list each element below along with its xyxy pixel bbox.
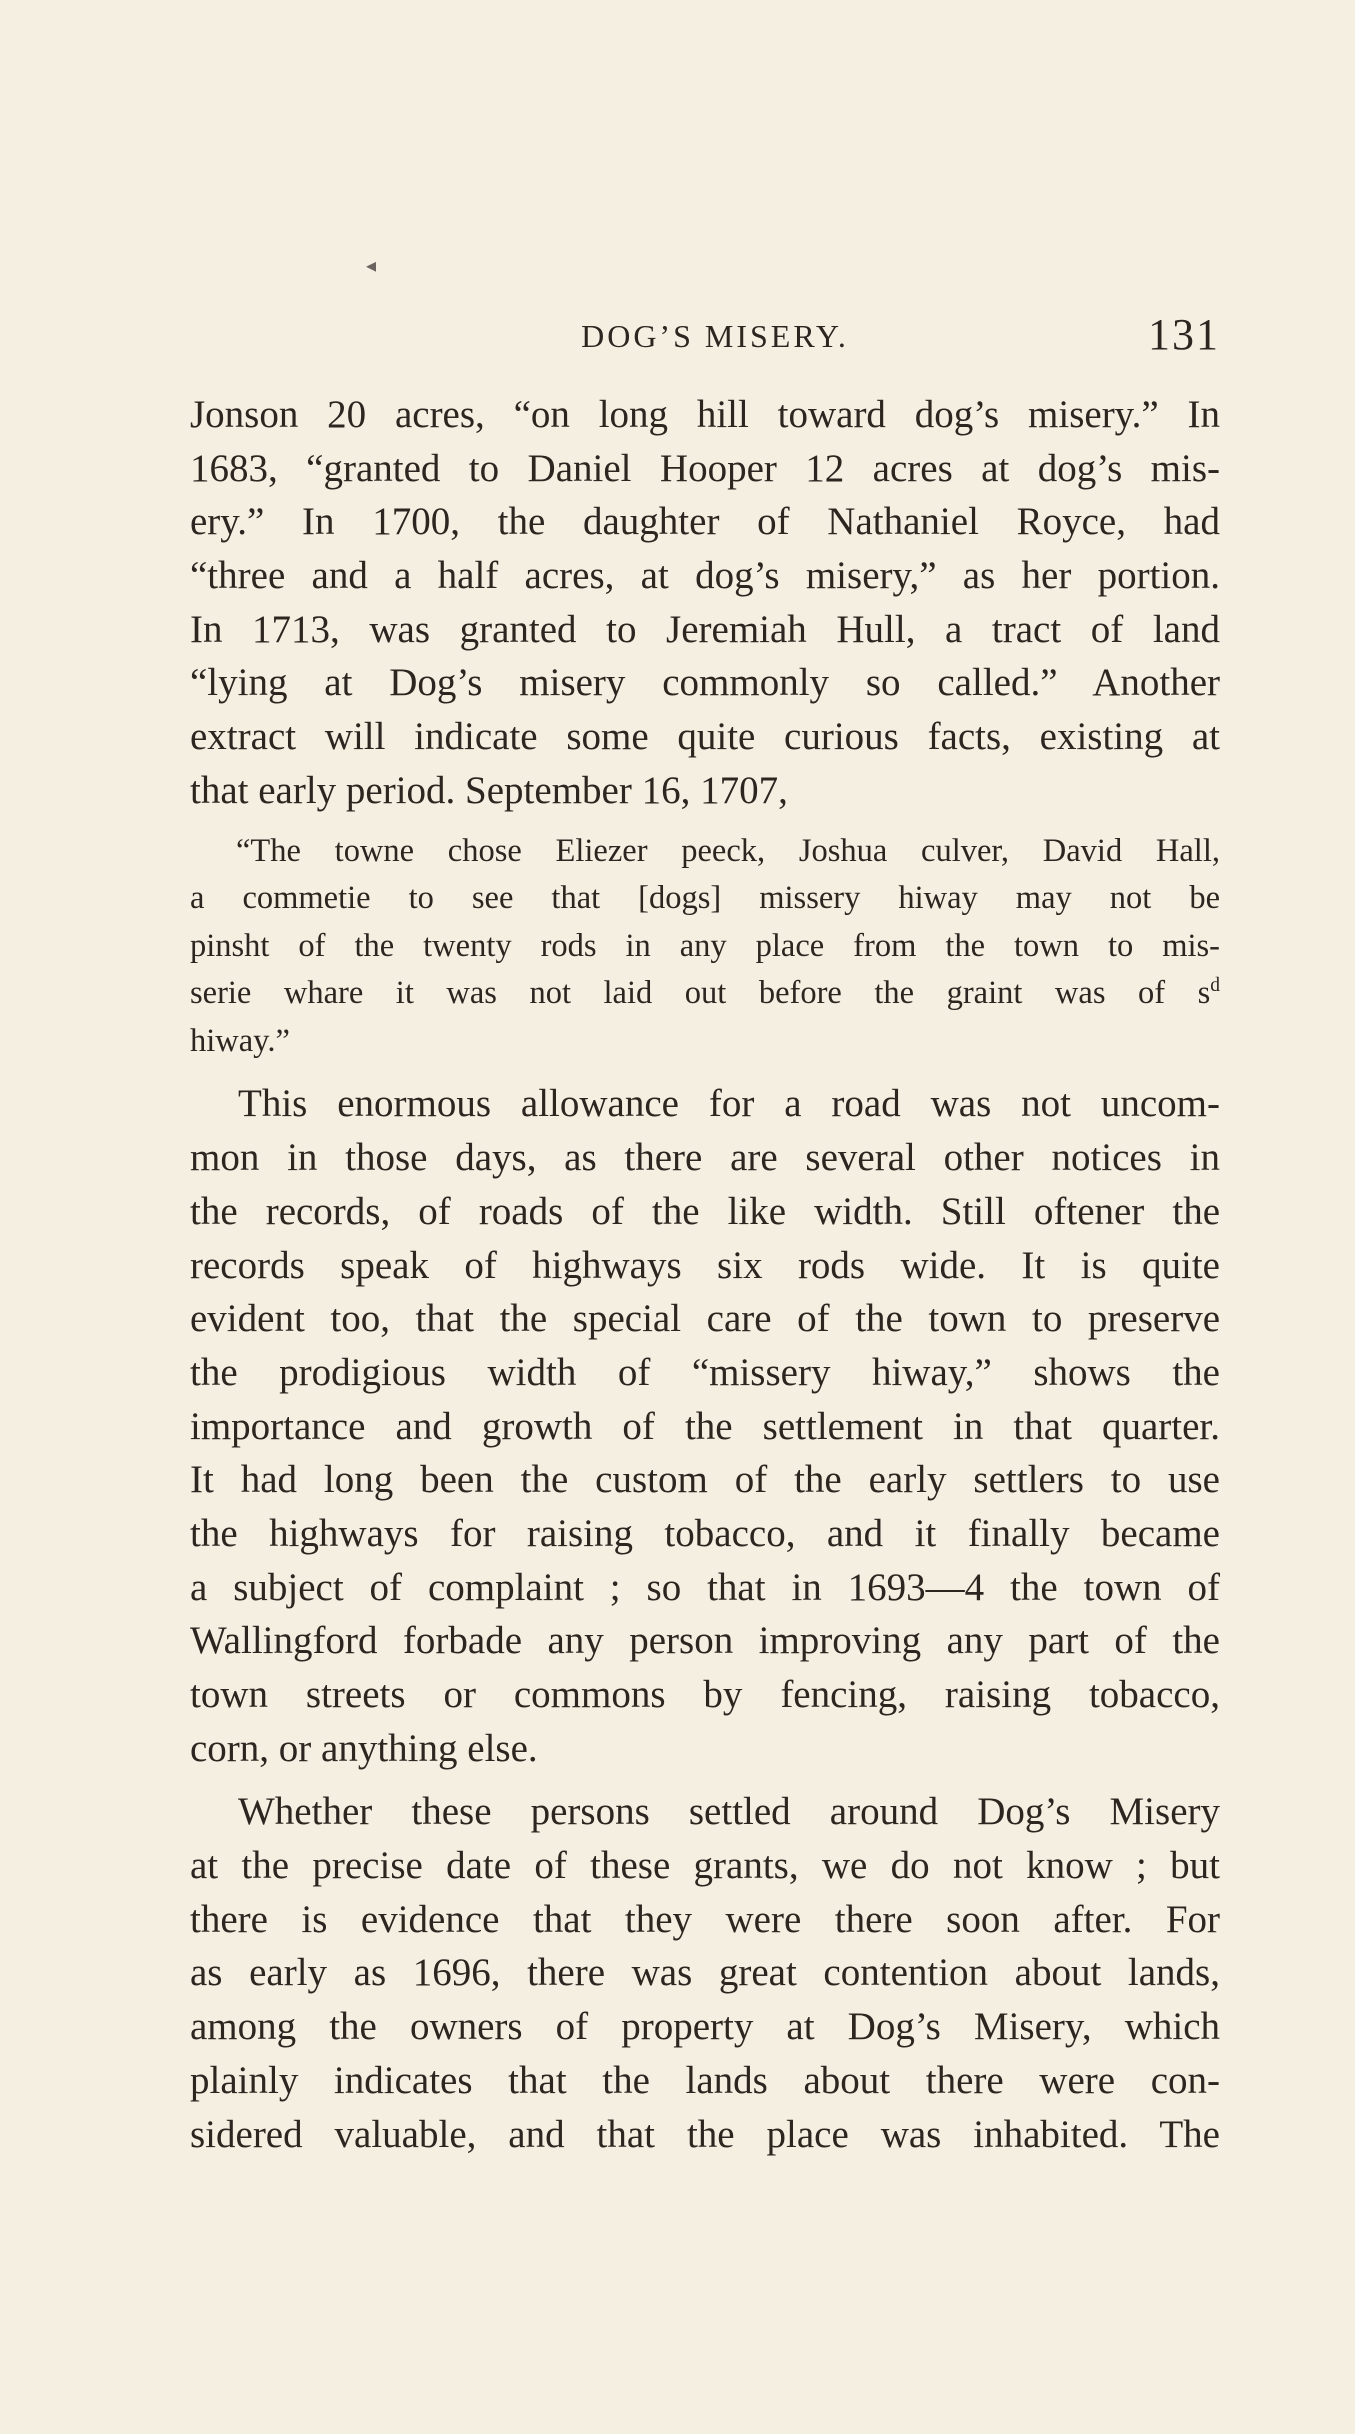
text-line: the records, of roads of the like width. Still oftener the [190, 1189, 1220, 1233]
text-line: plainly indicates that the lands about there were con- [190, 2058, 1220, 2102]
quote-line: a commetie to see that [dogs] missery hiway may not be [190, 880, 1220, 917]
quote-line: hiway.” [190, 1022, 290, 1059]
text-line: among the owners of property at Dog’s Misery, which [190, 2005, 1220, 2049]
text-line: “three and a half acres, at dog’s misery,” as her portion. [190, 554, 1220, 598]
text-line: corn, or anything else. [190, 1726, 538, 1770]
text-line: evident too, that the special care of the town to preserve [190, 1297, 1220, 1341]
text-line: Jonson 20 acres, “on long hill toward dog’s misery.” In [190, 393, 1220, 436]
text-line: Whether these persons settled around Dog’s Misery [238, 1790, 1220, 1834]
quote-line [190, 970, 1220, 1018]
running-head [190, 302, 1220, 368]
superscript-d: d [1210, 975, 1220, 997]
text-line: there is evidence that they were there soon after. For [190, 1897, 1220, 1941]
text-line: Wallingford forbade any person improving any part of the [190, 1619, 1220, 1663]
text-line: In 1713, was granted to Jeremiah Hull, a tract of land [190, 607, 1220, 651]
running-title: DOG’S MISERY. [581, 318, 849, 354]
quote-line-text: serie whare it was not laid out before the graint was of s [190, 975, 1211, 1012]
printer-mark: ◂ [366, 255, 377, 277]
text-line: ery.” In 1700, the daughter of Nathaniel Royce, had [190, 500, 1220, 544]
text-line: a subject of complaint ; so that in 1693—4 the town of [190, 1565, 1220, 1609]
text-line: mon in those days, as there are several other notices in [190, 1136, 1220, 1180]
text-line: importance and growth of the settlement in that quarter. [190, 1404, 1220, 1448]
paragraph-1 [190, 388, 1220, 818]
body-text [190, 388, 1220, 2171]
block-quotation [190, 828, 1220, 1066]
text-line: extract will indicate some quite curious facts, existing at [190, 715, 1220, 759]
text-line: It had long been the custom of the early settlers to use [190, 1458, 1220, 1502]
text-line: the prodigious width of “missery hiway,” shows the [190, 1350, 1220, 1394]
text-line: at the precise date of these grants, we do not know ; but [190, 1844, 1220, 1888]
text-line: 1683, “granted to Daniel Hooper 12 acres at dog’s mis- [190, 446, 1220, 490]
text-line: “lying at Dog’s misery commonly so called.” Another [190, 661, 1220, 705]
text-line: records speak of highways six rods wide. It is quite [190, 1243, 1220, 1287]
text-line: that early period. September 16, 1707, [190, 768, 788, 812]
paragraph-2 [190, 1077, 1220, 1775]
text-line: as early as 1696, there was great contention about lands, [190, 1951, 1220, 1995]
text-line: the highways for raising tobacco, and it finally became [190, 1511, 1220, 1555]
text-line: This enormous allowance for a road was not uncom- [238, 1082, 1220, 1126]
text-line: sidered valuable, and that the place was inhabited. The [190, 2112, 1220, 2156]
text-line: town streets or commons by fencing, raising tobacco, [190, 1673, 1220, 1717]
paragraph-3 [190, 1785, 1220, 2161]
quote-line: pinsht of the twenty rods in any place from the town to mis- [190, 927, 1220, 964]
quote-line: “The towne chose Eliezer peeck, Joshua culver, David Hall, [236, 832, 1220, 869]
page-number: 131 [1148, 310, 1220, 359]
